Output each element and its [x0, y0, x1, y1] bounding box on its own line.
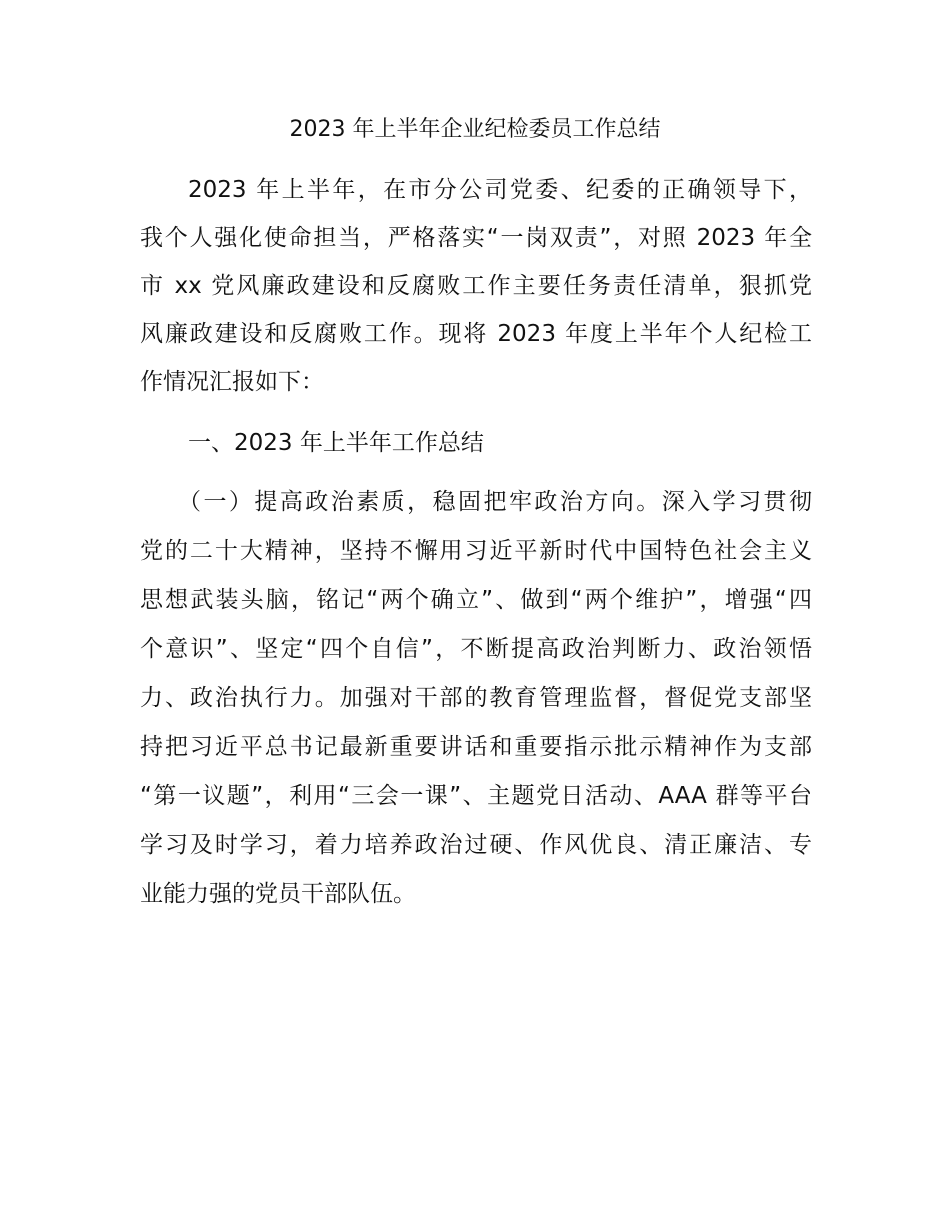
- paragraph-line: 2023 年上半年，在市分公司党委、纪委的正确领导下，: [188, 177, 812, 203]
- paragraph-line: 党的二十大精神，坚持不懈用习近平新时代中国特色社会主义: [140, 538, 812, 564]
- paragraph-line: 持把习近平总书记最新重要讲话和重要指示批示精神作为支部: [140, 734, 812, 760]
- paragraph-line: 我个人强化使命担当，严格落实“一岗双责”，对照 2023 年全: [140, 225, 812, 251]
- paragraph-line: 市 xx 党风廉政建设和反腐败工作主要任务责任清单，狠抓党: [140, 273, 812, 299]
- paragraph-line: 风廉政建设和反腐败工作。现将 2023 年度上半年个人纪检工: [140, 321, 812, 347]
- paragraph-line: 力、政治执行力。加强对干部的教育管理监督，督促党支部坚: [140, 685, 812, 711]
- paragraph-line: 作情况汇报如下：: [140, 369, 324, 395]
- paragraph-line: （一）提高政治素质，稳固把牢政治方向。深入学习贯彻: [178, 489, 812, 515]
- document-title: 2023 年上半年企业纪检委员工作总结: [289, 117, 661, 142]
- paragraph-line: 业能力强的党员干部队伍。: [140, 881, 416, 907]
- section-heading: 一、2023 年上半年工作总结: [188, 430, 484, 456]
- paragraph-line: 学习及时学习，着力培养政治过硬、作风优良、清正廉洁、专: [140, 832, 812, 858]
- paragraph-line: “第一议题”，利用“三会一课”、主题党日活动、AAA 群等平台: [140, 783, 812, 809]
- paragraph-line: 思想武装头脑，铭记“两个确立”、做到“两个维护”，增强“四: [140, 587, 812, 613]
- paragraph-line: 个意识”、坚定“四个自信”，不断提高政治判断力、政治领悟: [140, 636, 812, 662]
